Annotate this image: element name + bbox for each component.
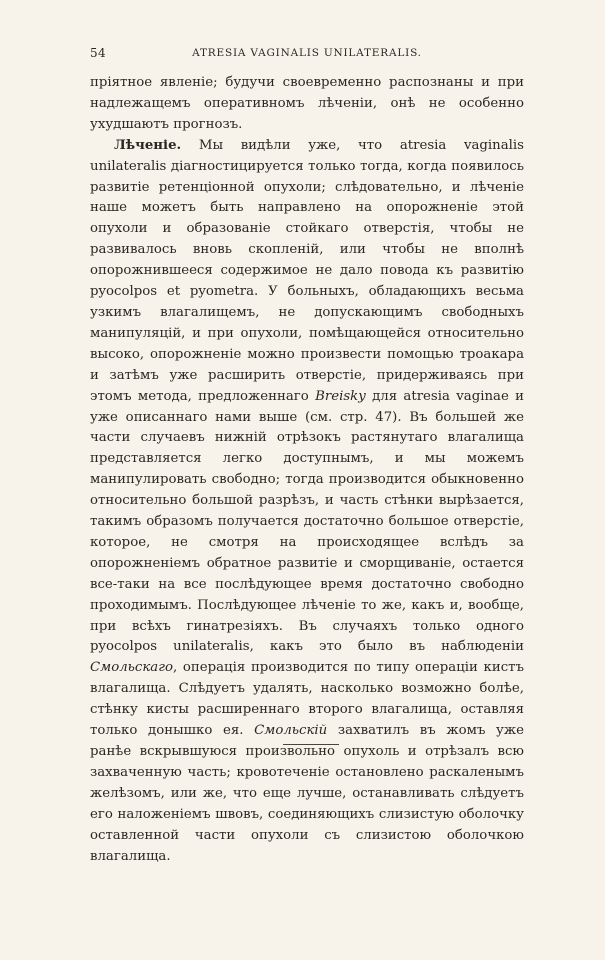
section-end-rule: [283, 744, 339, 745]
author-breisky: Breisky: [315, 388, 366, 404]
author-smolsky-genitive: Смольскаго: [90, 660, 173, 676]
page-header: [90, 46, 524, 64]
treatment-text-2: для atresia vaginae и уже описаннаго нами выше (см. стр. 47). Въ большей же части случаевъ нижній отрѣзокъ растянутаго влагалища представляется легко доступнымъ, и мы можемъ манипулировать свободно; тогда производится обыкновенно относительно большой разрѣзъ, и часть стѣнки вырѣзается, такимъ образомъ получается достаточно большое отверстіе, которое, не смотря на происходящее вслѣдъ за опорожненіемъ обратное развитіе и сморщиваніе, остается все-таки на все послѣдующее время достаточно свободно проходимымъ. Послѣдующее лѣченіе то же, какъ и, вообще, при всѣхъ гинатрезіяхъ. Въ случаяхъ только одного pyocolpos unilateralis, какъ это было въ наблюденіи: [90, 388, 524, 655]
text-body: [90, 73, 524, 867]
treatment-text-3: , операція производится по типу операціи кистъ влагалища. Слѣдуетъ удалять, насколько возможно болѣе, стѣнку кисты расширеннаго второго влагалища, оставляя только донышко ея.: [90, 660, 524, 739]
treatment-text-1: Мы видѣли уже, что atresia vaginalis unilateralis діагностицируется только тогда, когда появилось развитіе ретенціонной опухоли; слѣдовательно, и лѣченіе наше можетъ быть направлено на опорожненіе этой опухоли и образованіе стойкаго отверстія, чтобы не развивалось вновь скопленій, или чтобы не вполнѣ опорожнившееся содержимое не дало повода къ развитію pyocolpos et pyometra. У больныхъ, обладающихъ весьма узкимъ влагалищемъ, не допускающимъ свободныхъ манипуляцій, и при опухоли, помѣщающейся относительно высоко, опорожненіе можно произвести помощью троакара и затѣмъ уже расширить отверстіе, придерживаясь при этомъ метода, предложеннаго: [90, 137, 524, 404]
treatment-text-4: захватилъ въ жомъ уже ранѣе вскрывшуюся произвольно опухоль и отрѣзалъ всю захваченную часть; кровотеченіе остановлено раскаленымъ желѣзомъ, или же, что еще лучше, останавливать слѣдуетъ его наложеніемъ швовъ, соединяющихъ слизистую оболочку оставленной части опухоли съ слизистою оболочкою влагалища.: [90, 723, 524, 864]
continuation-paragraph: пріятное явленіе; будучи своевременно распознаны и при надлежащемъ оперативномъ лѣченіи, онѣ не особенно ухудшаютъ прогнозъ.: [90, 75, 524, 132]
page-number: 54: [90, 46, 107, 60]
author-smolsky: Смольскій: [254, 723, 328, 739]
treatment-paragraph: [90, 136, 524, 868]
section-lead: Лѣченіе.: [114, 137, 182, 153]
running-title: ATRESIA VAGINALIS UNILATERALIS.: [192, 47, 422, 59]
